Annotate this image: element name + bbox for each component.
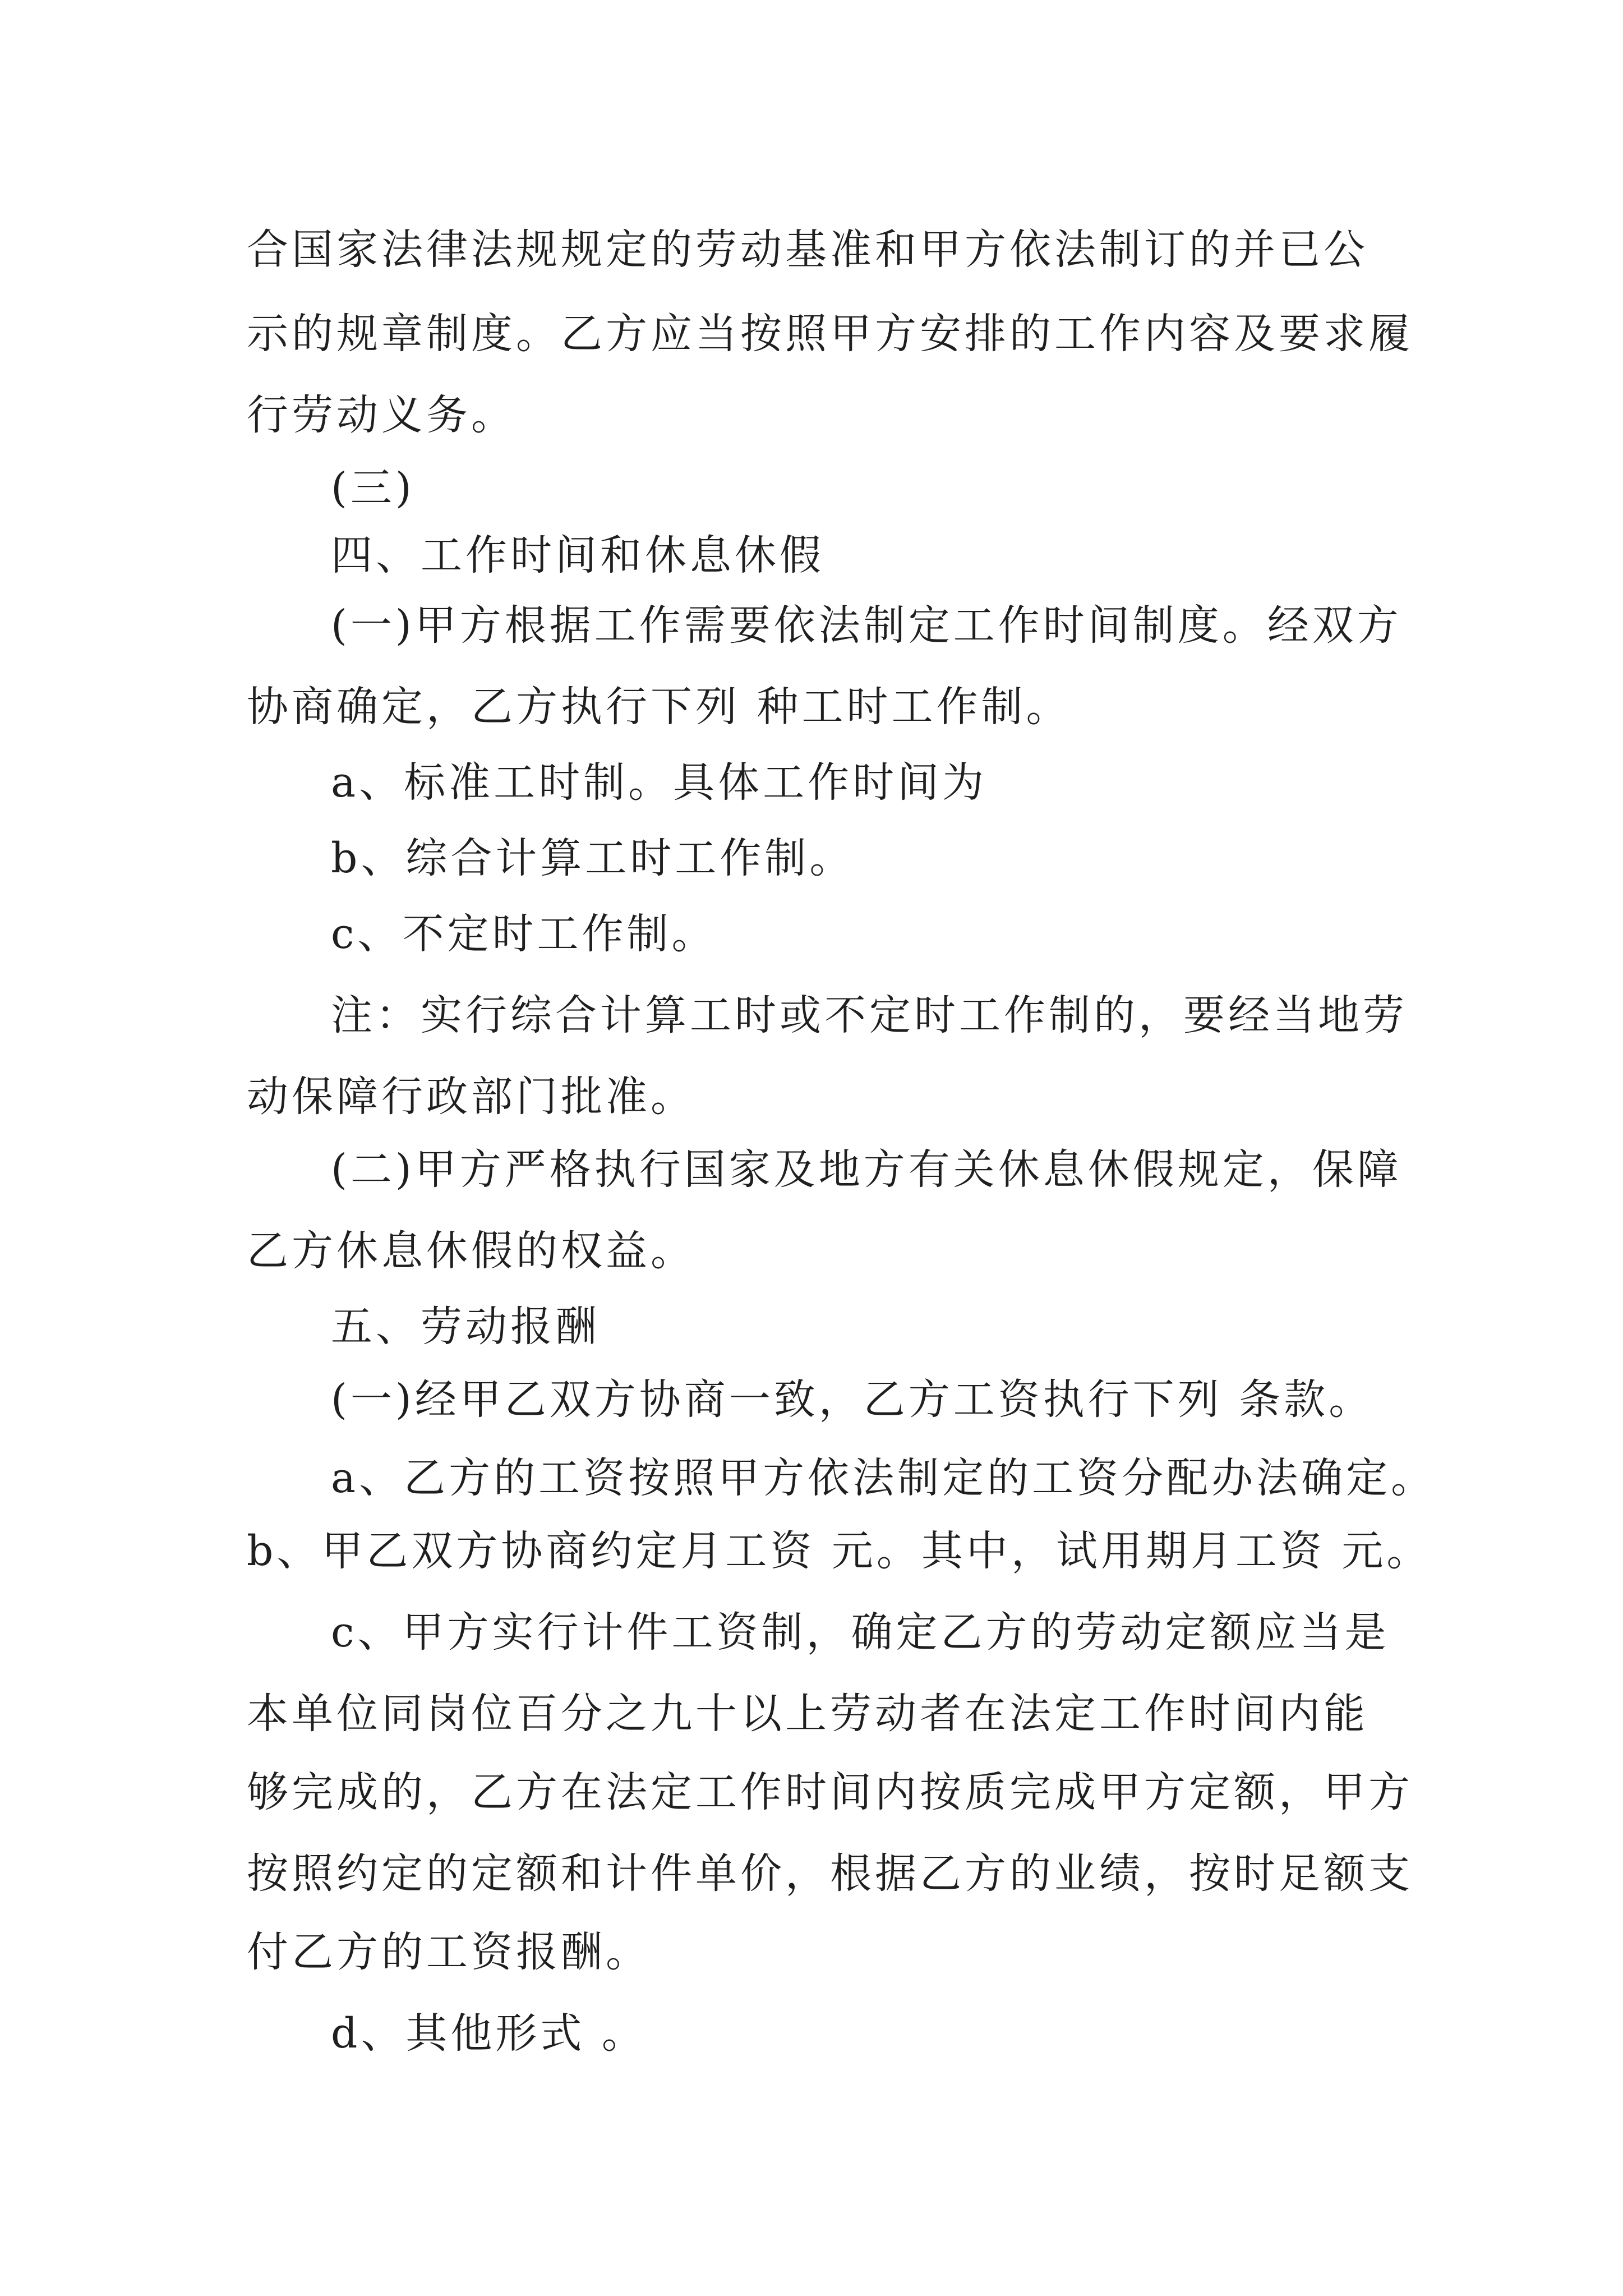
section-label: (三) <box>331 464 415 512</box>
paragraph-line: 本单位同岗位百分之九十以上劳动者在法定工作时间内能 <box>247 1690 1368 1738</box>
list-item: c、不定时工作制。 <box>331 910 717 958</box>
paragraph-line: (二)甲方严格执行国家及地方有关休息休假规定，保障 <box>331 1145 1402 1194</box>
paragraph-line: 按照约定的定额和计件单价，根据乙方的业绩，按时足额支 <box>247 1849 1413 1898</box>
paragraph-line: 示的规章制度。乙方应当按照甲方安排的工作内容及要求履 <box>247 310 1413 358</box>
paragraph-line: 乙方休息休假的权益。 <box>247 1227 695 1275</box>
list-item: b、甲乙双方协商约定月工资 元。其中，试用期月工资 元。 <box>247 1527 1432 1575</box>
list-item: a、标准工时制。具体工作时间为 <box>331 758 988 807</box>
paragraph-line: 付乙方的工资报酬。 <box>247 1928 651 1976</box>
list-item: c、甲方实行计件工资制，确定乙方的劳动定额应当是 <box>331 1608 1390 1657</box>
paragraph-line: 够完成的，乙方在法定工作时间内按质完成甲方定额，甲方 <box>247 1768 1413 1816</box>
paragraph-line: 合国家法律法规规定的劳动基准和甲方依法制订的并已公 <box>247 226 1368 274</box>
note-line: 注：实行综合计算工时或不定时工作制的，要经当地劳 <box>331 991 1408 1039</box>
paragraph-line: 协商确定，乙方执行下列 种工时工作制。 <box>247 683 1071 731</box>
list-item: a、乙方的工资按照甲方依法制定的工资分配办法确定。 <box>331 1454 1436 1502</box>
section-heading: 五、劳动报酬 <box>331 1303 600 1351</box>
list-item: b、综合计算工时工作制。 <box>331 834 855 882</box>
paragraph-line: (一)甲方根据工作需要依法制定工作时间制度。经双方 <box>331 601 1402 650</box>
list-item: d、其他形式 。 <box>331 2009 647 2058</box>
section-heading: 四、工作时间和休息休假 <box>331 531 824 579</box>
note-line: 动保障行政部门批准。 <box>247 1073 695 1121</box>
paragraph-line: (一)经甲乙双方协商一致，乙方工资执行下列 条款。 <box>331 1375 1374 1424</box>
paragraph-line: 行劳动义务。 <box>247 391 516 439</box>
